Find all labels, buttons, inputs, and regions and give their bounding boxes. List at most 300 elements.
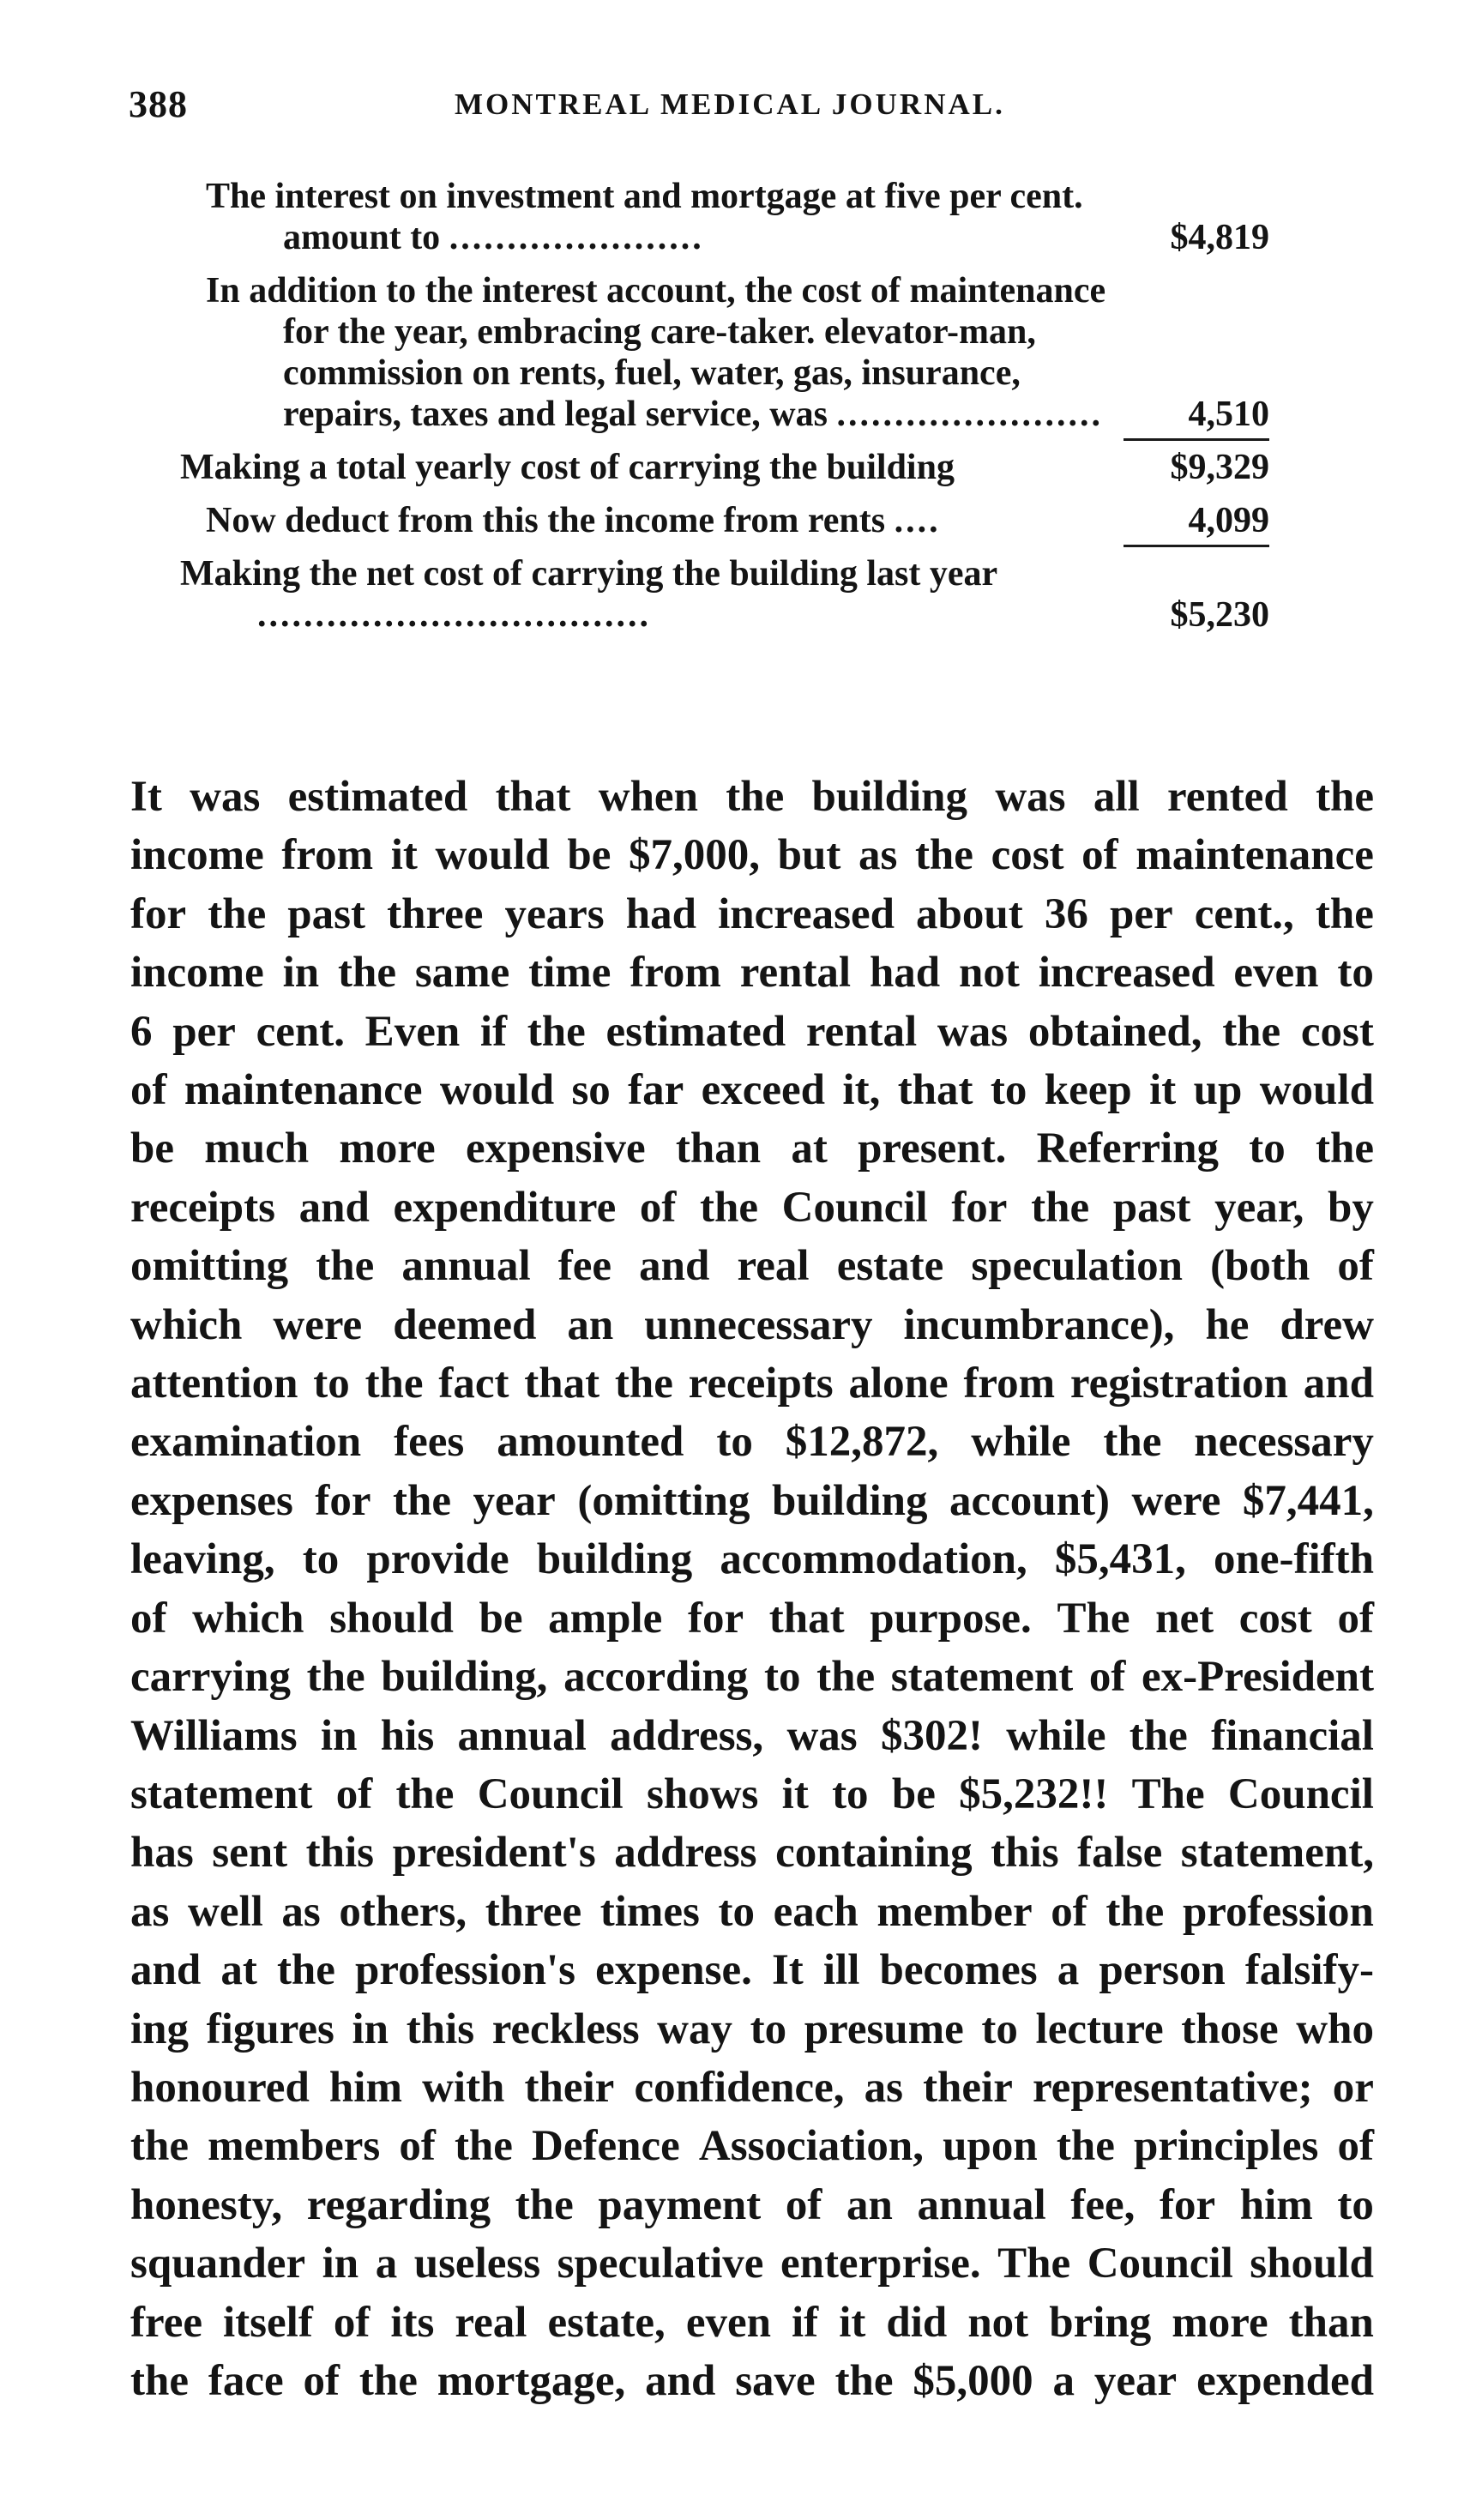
word: who	[1296, 2005, 1374, 2053]
word: and	[298, 1183, 370, 1232]
word: the	[130, 2122, 189, 2171]
word: that	[897, 1066, 973, 1115]
word: of	[1337, 1594, 1374, 1643]
word: upon	[943, 2122, 1038, 2171]
word: the	[1031, 1183, 1090, 1232]
body-line	[130, 2059, 1374, 2117]
word: containing	[775, 1829, 973, 1878]
word: did	[886, 2298, 948, 2347]
word: than	[675, 1124, 762, 1173]
word: the	[834, 2356, 894, 2405]
word: cent.,	[1194, 889, 1294, 938]
word: $5,000	[913, 2356, 1033, 2405]
word: to	[1249, 1124, 1286, 1173]
word: unnecessary	[644, 1300, 873, 1349]
word: would	[435, 831, 550, 880]
word: in	[282, 949, 320, 998]
word: to	[750, 2005, 787, 2053]
word: estate	[836, 1242, 944, 1291]
word: past	[287, 889, 365, 938]
word: which	[130, 1300, 243, 1349]
word: itself	[223, 2298, 313, 2347]
word: fee	[557, 1242, 612, 1291]
word: at	[220, 1946, 257, 1995]
word: of	[333, 2298, 370, 2347]
word: account)	[949, 1476, 1110, 1525]
leader-dots: ......................	[449, 218, 704, 257]
word: even	[685, 2298, 771, 2347]
word: to	[313, 1359, 350, 1408]
word: him	[328, 2063, 402, 2112]
word: regarding	[306, 2180, 491, 2229]
word: leaving,	[130, 1535, 275, 1584]
word: increased	[718, 889, 895, 938]
body-line	[130, 1648, 1374, 1706]
word: the	[614, 1359, 673, 1408]
word: building	[772, 1476, 928, 1525]
word: an	[567, 1300, 614, 1349]
word: a	[375, 2240, 398, 2288]
word: the	[130, 2356, 189, 2405]
word: their	[923, 2063, 1013, 2112]
word: while	[1006, 1711, 1106, 1760]
word: cost	[1238, 1594, 1312, 1643]
word: has	[130, 1829, 194, 1878]
word: lecture	[1035, 2005, 1164, 2053]
word: was	[995, 773, 1066, 821]
word: income	[130, 949, 264, 998]
word: year	[473, 1476, 556, 1525]
word: was	[937, 1007, 1009, 1056]
word: more	[1172, 2298, 1268, 2347]
word: cent.	[256, 1007, 345, 1056]
word: year	[1093, 2356, 1178, 2405]
total-row-yearly-cost	[180, 447, 1269, 488]
word: honesty,	[130, 2180, 283, 2229]
body-line	[130, 1296, 1374, 1354]
word: address	[614, 1829, 757, 1878]
word: person	[1099, 1946, 1226, 1995]
leader-dots: ..................................	[257, 595, 651, 635]
word: provide	[366, 1535, 509, 1584]
word: sent	[212, 1829, 288, 1878]
word: annual	[917, 2180, 1046, 2229]
total-amount: $9,329	[1170, 448, 1269, 487]
word: address,	[610, 1711, 764, 1760]
word: real	[455, 2298, 527, 2347]
body-line	[130, 1237, 1374, 1295]
body-paragraph	[130, 768, 1374, 2410]
word: and	[639, 1242, 710, 1291]
word: this	[305, 1829, 375, 1878]
word: drew	[1280, 1300, 1374, 1349]
word: Council	[781, 1183, 928, 1232]
word: and	[645, 2356, 716, 2405]
word: building	[811, 773, 968, 821]
word: the	[1129, 1711, 1188, 1760]
body-line	[130, 1179, 1374, 1237]
word: others,	[339, 1887, 467, 1936]
word: of	[1051, 1887, 1087, 1936]
account-amount: 4,510	[1188, 395, 1269, 434]
word: the	[316, 1242, 375, 1291]
word: it	[781, 1769, 809, 1818]
body-line	[130, 1824, 1374, 1882]
word: keep	[1044, 1066, 1132, 1115]
word: free	[130, 2298, 202, 2347]
word: expenditure	[393, 1183, 617, 1232]
word: to	[302, 1535, 340, 1584]
word: expended	[1196, 2356, 1374, 2405]
word: the	[1316, 1124, 1374, 1173]
word: $7,000,	[629, 831, 760, 880]
word: the	[393, 1476, 452, 1525]
body-line	[130, 1003, 1374, 1061]
word: Defence	[532, 2122, 680, 2171]
word: real	[737, 1242, 810, 1291]
word: those	[1181, 2005, 1279, 2053]
word: $12,872,	[785, 1418, 939, 1467]
word: face	[208, 2356, 284, 2405]
word: by	[1328, 1183, 1374, 1232]
word: maintenance	[1136, 831, 1374, 880]
total-amount: $5,230	[1170, 595, 1269, 635]
word: fees	[394, 1418, 465, 1467]
word: (omitting	[577, 1476, 750, 1525]
word: the	[338, 949, 396, 998]
word: even	[1233, 949, 1319, 998]
word: from	[963, 1359, 1056, 1408]
word: estate,	[547, 2298, 666, 2347]
word: expense.	[595, 1946, 752, 1995]
word: amounted	[497, 1418, 684, 1467]
word: rented	[1166, 773, 1288, 821]
word: of	[639, 1183, 677, 1232]
word: Williams	[130, 1711, 298, 1760]
word: cost	[991, 831, 1064, 880]
word: increased	[1038, 949, 1215, 998]
word: the	[1056, 2122, 1115, 2171]
word: present.	[858, 1124, 1007, 1173]
leader-dots: .......................	[836, 395, 1103, 434]
body-line	[130, 768, 1374, 826]
sum-rule	[206, 435, 1269, 447]
word: that	[495, 773, 571, 821]
body-line	[130, 2117, 1374, 2175]
word: accommodation,	[720, 1535, 1027, 1584]
page-number: 388	[129, 83, 188, 125]
word: years	[504, 889, 605, 938]
word: The	[1131, 1769, 1205, 1818]
body-line	[130, 1530, 1374, 1589]
word: (both	[1210, 1242, 1310, 1291]
word: of	[1088, 1653, 1126, 1702]
word: three	[485, 1887, 582, 1936]
word: from	[281, 831, 374, 880]
account-description	[206, 176, 1115, 258]
word: necessary	[1194, 1418, 1374, 1467]
word: the	[700, 1183, 758, 1232]
body-line	[130, 1707, 1374, 1765]
word: but	[777, 831, 841, 880]
word: one-fifth	[1214, 1535, 1374, 1584]
word: past	[1112, 1183, 1191, 1232]
word: which	[192, 1594, 304, 1643]
body-line	[130, 2234, 1374, 2293]
word: for	[130, 889, 187, 938]
word: It	[130, 773, 162, 821]
word: of	[1081, 831, 1118, 880]
body-line	[130, 1061, 1374, 1119]
running-head: MONTREAL MEDICAL JOURNAL.	[455, 87, 1005, 121]
word: Referring	[1036, 1124, 1220, 1173]
word: presume	[804, 2005, 964, 2053]
difference-rule	[206, 541, 1269, 553]
body-line	[130, 2294, 1374, 2352]
word: for	[951, 1183, 1008, 1232]
account-text: In addition to the interest account, the cost of maintenance for the year, embracing care-taker. elevator-man, commission on rents, fuel, water, gas, insurance, repairs, taxes and legal service, was	[206, 271, 1106, 434]
word: were	[1131, 1476, 1221, 1525]
word: the	[1105, 1887, 1165, 1936]
word: so	[571, 1066, 611, 1115]
word: examination	[130, 1418, 362, 1467]
total-amount: 4,099	[1188, 501, 1269, 540]
body-line	[130, 826, 1374, 884]
word: be	[130, 1124, 174, 1173]
body-line	[130, 1413, 1374, 1471]
word: $5,232!!	[959, 1769, 1109, 1818]
word: far	[628, 1066, 684, 1115]
word: payment	[598, 2180, 762, 2229]
word: of	[130, 1594, 167, 1643]
accounts-table	[180, 176, 1269, 636]
word: building	[536, 1535, 693, 1584]
word: shows	[647, 1769, 759, 1818]
total-description	[180, 447, 1115, 488]
word: for	[1160, 2180, 1216, 2229]
word: net	[1155, 1594, 1214, 1643]
word: to	[981, 2005, 1018, 2053]
word: should	[329, 1594, 454, 1643]
word: It	[771, 1946, 804, 1995]
page-header	[129, 82, 1372, 134]
word: rental	[805, 1007, 918, 1056]
word: squander	[130, 2240, 306, 2288]
word: three	[387, 889, 484, 938]
word: the	[1316, 773, 1374, 821]
account-description	[206, 270, 1115, 435]
word: it,	[842, 1066, 881, 1115]
body-line	[130, 1472, 1374, 1530]
word: 36	[1044, 889, 1088, 938]
word: much	[204, 1124, 310, 1173]
word: him	[1239, 2180, 1313, 2229]
word: bring	[1049, 2298, 1152, 2347]
word: of	[399, 2122, 436, 2171]
word: statement	[890, 1653, 1074, 1702]
body-line	[130, 1354, 1374, 1413]
word: or	[1332, 2063, 1374, 2112]
word: confidence,	[634, 2063, 845, 2112]
word: his	[380, 1711, 435, 1760]
word: the	[914, 831, 973, 880]
word: deemed	[393, 1300, 537, 1349]
word: fact	[438, 1359, 509, 1408]
word: that	[524, 1359, 600, 1408]
word: Council	[1087, 2240, 1233, 2288]
word: all	[1093, 773, 1140, 821]
word: be	[891, 1769, 936, 1818]
word: registration	[1069, 1359, 1288, 1408]
body-line	[130, 1765, 1374, 1824]
word: reckless	[491, 2005, 640, 2053]
word: it	[390, 831, 418, 880]
body-line	[130, 2352, 1374, 2410]
word: enterprise.	[780, 2240, 981, 2288]
account-amount: $4,819	[1170, 218, 1269, 257]
word: was	[786, 1711, 858, 1760]
word: a	[1052, 2356, 1075, 2405]
word: had	[625, 889, 696, 938]
word: and	[130, 1946, 202, 1995]
account-row-interest	[206, 176, 1269, 258]
word: the	[364, 1359, 424, 1408]
word: more	[339, 1124, 436, 1173]
word: of	[335, 1769, 373, 1818]
total-text: Making the net cost of carrying the building last year	[180, 554, 997, 594]
word: useless	[413, 2240, 541, 2288]
word: he	[1205, 1300, 1250, 1349]
word: Even	[364, 1007, 461, 1056]
word: expenses	[130, 1476, 293, 1525]
word: per	[172, 1007, 236, 1056]
word: $5,431,	[1054, 1535, 1186, 1584]
word: would	[1259, 1066, 1374, 1115]
word: according	[563, 1653, 749, 1702]
word: representative;	[1032, 2063, 1313, 2112]
word: ill	[822, 1946, 860, 1995]
word: to	[832, 1769, 869, 1818]
word: be	[479, 1594, 523, 1643]
word: for	[687, 1594, 744, 1643]
word: ex-President	[1141, 1653, 1374, 1702]
word: this	[406, 2005, 475, 2053]
word: of	[130, 1066, 167, 1115]
word: to	[718, 1887, 755, 1936]
word: principles	[1133, 2122, 1319, 2171]
word: a	[1057, 1946, 1080, 1995]
word: well	[187, 1887, 263, 1936]
word: would	[439, 1066, 555, 1115]
word: becomes	[879, 1946, 1038, 1995]
word: carrying	[130, 1653, 291, 1702]
word: statement,	[1180, 1829, 1374, 1878]
total-row-rent-income	[206, 500, 1269, 541]
word: to	[764, 1653, 801, 1702]
word: profession's	[355, 1946, 575, 1995]
word: receipts	[130, 1183, 275, 1232]
word: their	[524, 2063, 615, 2112]
body-line	[130, 943, 1374, 1002]
total-row-net-cost	[180, 553, 1269, 636]
account-row-maintenance	[206, 270, 1269, 435]
word: the	[276, 1946, 335, 1995]
body-line	[130, 2000, 1374, 2059]
word: speculation	[971, 1242, 1183, 1291]
word: an	[846, 2180, 893, 2229]
word: obtained,	[1027, 1007, 1202, 1056]
total-text: Making a total yearly cost of carrying the building	[180, 448, 955, 487]
word: the	[1103, 1418, 1162, 1467]
word: Association,	[698, 2122, 925, 2171]
word: mortgage,	[437, 2356, 626, 2405]
word: exceed	[701, 1066, 826, 1115]
word: falsify-	[1244, 1946, 1374, 1995]
word: the	[208, 889, 267, 938]
body-line	[130, 1883, 1374, 1941]
word: should	[1250, 2240, 1374, 2288]
word: way	[657, 2005, 733, 2053]
word: the	[1315, 889, 1374, 938]
word: honoured	[130, 2063, 310, 2112]
word: 6	[130, 1007, 153, 1056]
word: than	[1288, 2298, 1374, 2347]
total-description	[206, 500, 1115, 541]
word: The	[997, 2240, 1071, 2288]
word: this	[991, 1829, 1059, 1878]
word: from	[630, 949, 721, 998]
word: as	[858, 831, 898, 880]
word: as	[281, 1887, 321, 1936]
word: not	[967, 2298, 1029, 2347]
word: building,	[381, 1653, 548, 1702]
word: of	[785, 2180, 822, 2229]
word: purpose.	[870, 1594, 1032, 1643]
word: each	[773, 1887, 858, 1936]
body-line	[130, 1941, 1374, 1999]
word: as	[864, 2063, 903, 2112]
word: income	[130, 831, 264, 880]
word: the	[306, 1653, 365, 1702]
word: ing	[130, 2005, 190, 2053]
total-description	[180, 553, 1115, 636]
word: about	[916, 889, 1023, 938]
word: of	[1337, 1242, 1374, 1291]
word: with	[422, 2063, 505, 2112]
word: estimated	[287, 773, 468, 821]
word: figures	[206, 2005, 334, 2053]
word: cost	[1300, 1007, 1374, 1056]
word: its	[390, 2298, 435, 2347]
total-text: Now deduct from this the income from rents	[206, 501, 886, 540]
word: omitting	[130, 1242, 289, 1291]
word: same	[414, 949, 510, 998]
word: rental	[739, 949, 852, 998]
word: while	[971, 1418, 1071, 1467]
leader-dots: ....	[894, 501, 941, 540]
body-line	[130, 1589, 1374, 1648]
word: the	[1222, 1007, 1281, 1056]
word: in	[322, 2240, 359, 2288]
word: the	[816, 1653, 876, 1702]
word: $7,441,	[1242, 1476, 1374, 1525]
word: to	[1337, 949, 1374, 998]
word: maintenance	[184, 1066, 423, 1115]
word: The	[1057, 1594, 1130, 1643]
body-line	[130, 2176, 1374, 2234]
word: as	[130, 1887, 170, 1936]
word: expensive	[465, 1124, 646, 1173]
